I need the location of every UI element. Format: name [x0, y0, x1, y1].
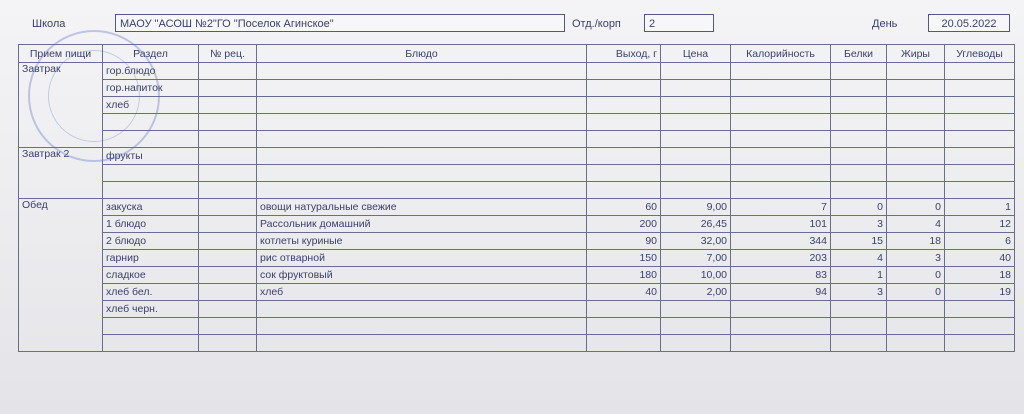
recipe-cell: [199, 114, 257, 131]
recipe-cell: [199, 267, 257, 284]
calories-cell: 203: [731, 250, 831, 267]
calories-cell: [731, 80, 831, 97]
school-field: МАОУ "АСОШ №2"ГО "Поселок Агинское": [115, 14, 565, 32]
calories-cell: 94: [731, 284, 831, 301]
fat-cell: [887, 301, 945, 318]
table-row: [19, 250, 1015, 267]
yield-cell: 60: [587, 199, 661, 216]
dish-cell: котлеты куриные: [257, 233, 587, 250]
carbs-cell: [945, 335, 1015, 352]
dish-cell: Рассольник домашний: [257, 216, 587, 233]
carbs-cell: 6: [945, 233, 1015, 250]
price-cell: 26,45: [661, 216, 731, 233]
carbs-cell: [945, 97, 1015, 114]
dish-cell: [257, 301, 587, 318]
yield-cell: 180: [587, 267, 661, 284]
recipe-cell: [199, 318, 257, 335]
column-header: Раздел: [103, 45, 199, 63]
dish-cell: [257, 114, 587, 131]
dept-field: 2: [644, 14, 714, 32]
recipe-cell: [199, 148, 257, 165]
meal-cell: Завтрак 2: [19, 148, 103, 199]
recipe-cell: [199, 80, 257, 97]
dish-cell: овощи натуральные свежие: [257, 199, 587, 216]
protein-cell: [831, 97, 887, 114]
column-header: Блюдо: [257, 45, 587, 63]
calories-cell: [731, 97, 831, 114]
protein-cell: 0: [831, 199, 887, 216]
section-cell: [103, 182, 199, 199]
table-row: [19, 233, 1015, 250]
fat-cell: 4: [887, 216, 945, 233]
section-cell: фрукты: [103, 148, 199, 165]
yield-cell: [587, 80, 661, 97]
table-row: [19, 148, 1015, 165]
recipe-cell: [199, 250, 257, 267]
column-header: Белки: [831, 45, 887, 63]
meal-cell: Завтрак: [19, 63, 103, 148]
fat-cell: [887, 80, 945, 97]
calories-cell: 7: [731, 199, 831, 216]
calories-cell: [731, 131, 831, 148]
yield-cell: [587, 97, 661, 114]
fat-cell: [887, 182, 945, 199]
table-row: [19, 114, 1015, 131]
price-cell: [661, 131, 731, 148]
carbs-cell: [945, 318, 1015, 335]
table-row: [19, 97, 1015, 114]
protein-cell: [831, 182, 887, 199]
carbs-cell: [945, 182, 1015, 199]
protein-cell: [831, 131, 887, 148]
carbs-cell: [945, 63, 1015, 80]
calories-cell: 344: [731, 233, 831, 250]
price-cell: [661, 165, 731, 182]
carbs-cell: [945, 148, 1015, 165]
section-cell: 1 блюдо: [103, 216, 199, 233]
yield-cell: [587, 148, 661, 165]
dish-cell: хлеб: [257, 284, 587, 301]
carbs-cell: [945, 114, 1015, 131]
fat-cell: [887, 148, 945, 165]
carbs-cell: [945, 301, 1015, 318]
recipe-cell: [199, 97, 257, 114]
section-cell: [103, 335, 199, 352]
price-cell: 32,00: [661, 233, 731, 250]
protein-cell: [831, 335, 887, 352]
dish-cell: сок фруктовый: [257, 267, 587, 284]
table-row: [19, 335, 1015, 352]
calories-cell: [731, 301, 831, 318]
yield-cell: [587, 114, 661, 131]
fat-cell: 0: [887, 267, 945, 284]
section-cell: [103, 131, 199, 148]
table-row: [19, 131, 1015, 148]
section-cell: 2 блюдо: [103, 233, 199, 250]
price-cell: 10,00: [661, 267, 731, 284]
price-cell: [661, 63, 731, 80]
fat-cell: [887, 165, 945, 182]
column-header: Цена: [661, 45, 731, 63]
table-row: [19, 63, 1015, 80]
dish-cell: [257, 131, 587, 148]
calories-cell: [731, 165, 831, 182]
table-row: [19, 284, 1015, 301]
price-cell: 7,00: [661, 250, 731, 267]
fat-cell: 0: [887, 284, 945, 301]
section-cell: сладкое: [103, 267, 199, 284]
table-row: [19, 318, 1015, 335]
recipe-cell: [199, 301, 257, 318]
carbs-cell: 12: [945, 216, 1015, 233]
fat-cell: [887, 114, 945, 131]
calories-cell: [731, 318, 831, 335]
fat-cell: [887, 335, 945, 352]
dish-cell: [257, 97, 587, 114]
calories-cell: [731, 182, 831, 199]
calories-cell: [731, 114, 831, 131]
price-cell: 2,00: [661, 284, 731, 301]
dish-cell: [257, 182, 587, 199]
document-header: [0, 12, 1024, 40]
dish-cell: [257, 63, 587, 80]
yield-cell: [587, 165, 661, 182]
section-cell: хлеб черн.: [103, 301, 199, 318]
carbs-cell: [945, 165, 1015, 182]
protein-cell: [831, 63, 887, 80]
fat-cell: [887, 318, 945, 335]
calories-cell: 83: [731, 267, 831, 284]
recipe-cell: [199, 199, 257, 216]
price-cell: [661, 182, 731, 199]
section-cell: закуска: [103, 199, 199, 216]
calories-cell: [731, 148, 831, 165]
section-cell: хлеб: [103, 97, 199, 114]
table-row: [19, 267, 1015, 284]
table-row: [19, 80, 1015, 97]
price-cell: [661, 301, 731, 318]
section-cell: [103, 114, 199, 131]
column-header: № рец.: [199, 45, 257, 63]
protein-cell: [831, 301, 887, 318]
day-label: День: [872, 18, 898, 30]
school-label: Школа: [32, 18, 66, 30]
table-row: [19, 199, 1015, 216]
carbs-cell: [945, 80, 1015, 97]
calories-cell: [731, 335, 831, 352]
column-header: Углеводы: [945, 45, 1015, 63]
recipe-cell: [199, 233, 257, 250]
column-header: Выход, г: [587, 45, 661, 63]
day-field: 20.05.2022: [928, 14, 1010, 32]
calories-cell: 101: [731, 216, 831, 233]
table-row: [19, 165, 1015, 182]
price-cell: [661, 114, 731, 131]
yield-cell: [587, 63, 661, 80]
dept-label: Отд./корп: [572, 18, 621, 30]
fat-cell: [887, 131, 945, 148]
recipe-cell: [199, 335, 257, 352]
fat-cell: [887, 63, 945, 80]
recipe-cell: [199, 284, 257, 301]
protein-cell: [831, 318, 887, 335]
yield-cell: 40: [587, 284, 661, 301]
yield-cell: 90: [587, 233, 661, 250]
price-cell: [661, 80, 731, 97]
carbs-cell: [945, 131, 1015, 148]
menu-table-body: [19, 63, 1015, 352]
recipe-cell: [199, 131, 257, 148]
dish-cell: [257, 335, 587, 352]
fat-cell: 3: [887, 250, 945, 267]
yield-cell: [587, 131, 661, 148]
yield-cell: [587, 335, 661, 352]
column-header: Калорийность: [731, 45, 831, 63]
carbs-cell: 40: [945, 250, 1015, 267]
recipe-cell: [199, 216, 257, 233]
protein-cell: [831, 148, 887, 165]
protein-cell: 3: [831, 216, 887, 233]
fat-cell: [887, 97, 945, 114]
table-row: [19, 216, 1015, 233]
dish-cell: рис отварной: [257, 250, 587, 267]
menu-table: [18, 44, 1015, 352]
recipe-cell: [199, 63, 257, 80]
dish-cell: [257, 80, 587, 97]
price-cell: 9,00: [661, 199, 731, 216]
yield-cell: [587, 301, 661, 318]
recipe-cell: [199, 182, 257, 199]
recipe-cell: [199, 165, 257, 182]
section-cell: гор.блюдо: [103, 63, 199, 80]
protein-cell: [831, 80, 887, 97]
dish-cell: [257, 148, 587, 165]
fat-cell: 0: [887, 199, 945, 216]
meal-cell: Обед: [19, 199, 103, 352]
dish-cell: [257, 165, 587, 182]
yield-cell: 150: [587, 250, 661, 267]
section-cell: хлеб бел.: [103, 284, 199, 301]
carbs-cell: 19: [945, 284, 1015, 301]
protein-cell: [831, 114, 887, 131]
protein-cell: 4: [831, 250, 887, 267]
yield-cell: [587, 182, 661, 199]
section-cell: гор.напиток: [103, 80, 199, 97]
column-header: Жиры: [887, 45, 945, 63]
table-row: [19, 182, 1015, 199]
carbs-cell: 1: [945, 199, 1015, 216]
calories-cell: [731, 63, 831, 80]
carbs-cell: 18: [945, 267, 1015, 284]
section-cell: [103, 165, 199, 182]
price-cell: [661, 97, 731, 114]
protein-cell: [831, 165, 887, 182]
column-header: Прием пищи: [19, 45, 103, 63]
protein-cell: 3: [831, 284, 887, 301]
protein-cell: 1: [831, 267, 887, 284]
protein-cell: 15: [831, 233, 887, 250]
section-cell: [103, 318, 199, 335]
yield-cell: [587, 318, 661, 335]
yield-cell: 200: [587, 216, 661, 233]
fat-cell: 18: [887, 233, 945, 250]
table-row: [19, 301, 1015, 318]
price-cell: [661, 318, 731, 335]
price-cell: [661, 335, 731, 352]
table-header-row: [19, 45, 1015, 63]
dish-cell: [257, 318, 587, 335]
price-cell: [661, 148, 731, 165]
section-cell: гарнир: [103, 250, 199, 267]
